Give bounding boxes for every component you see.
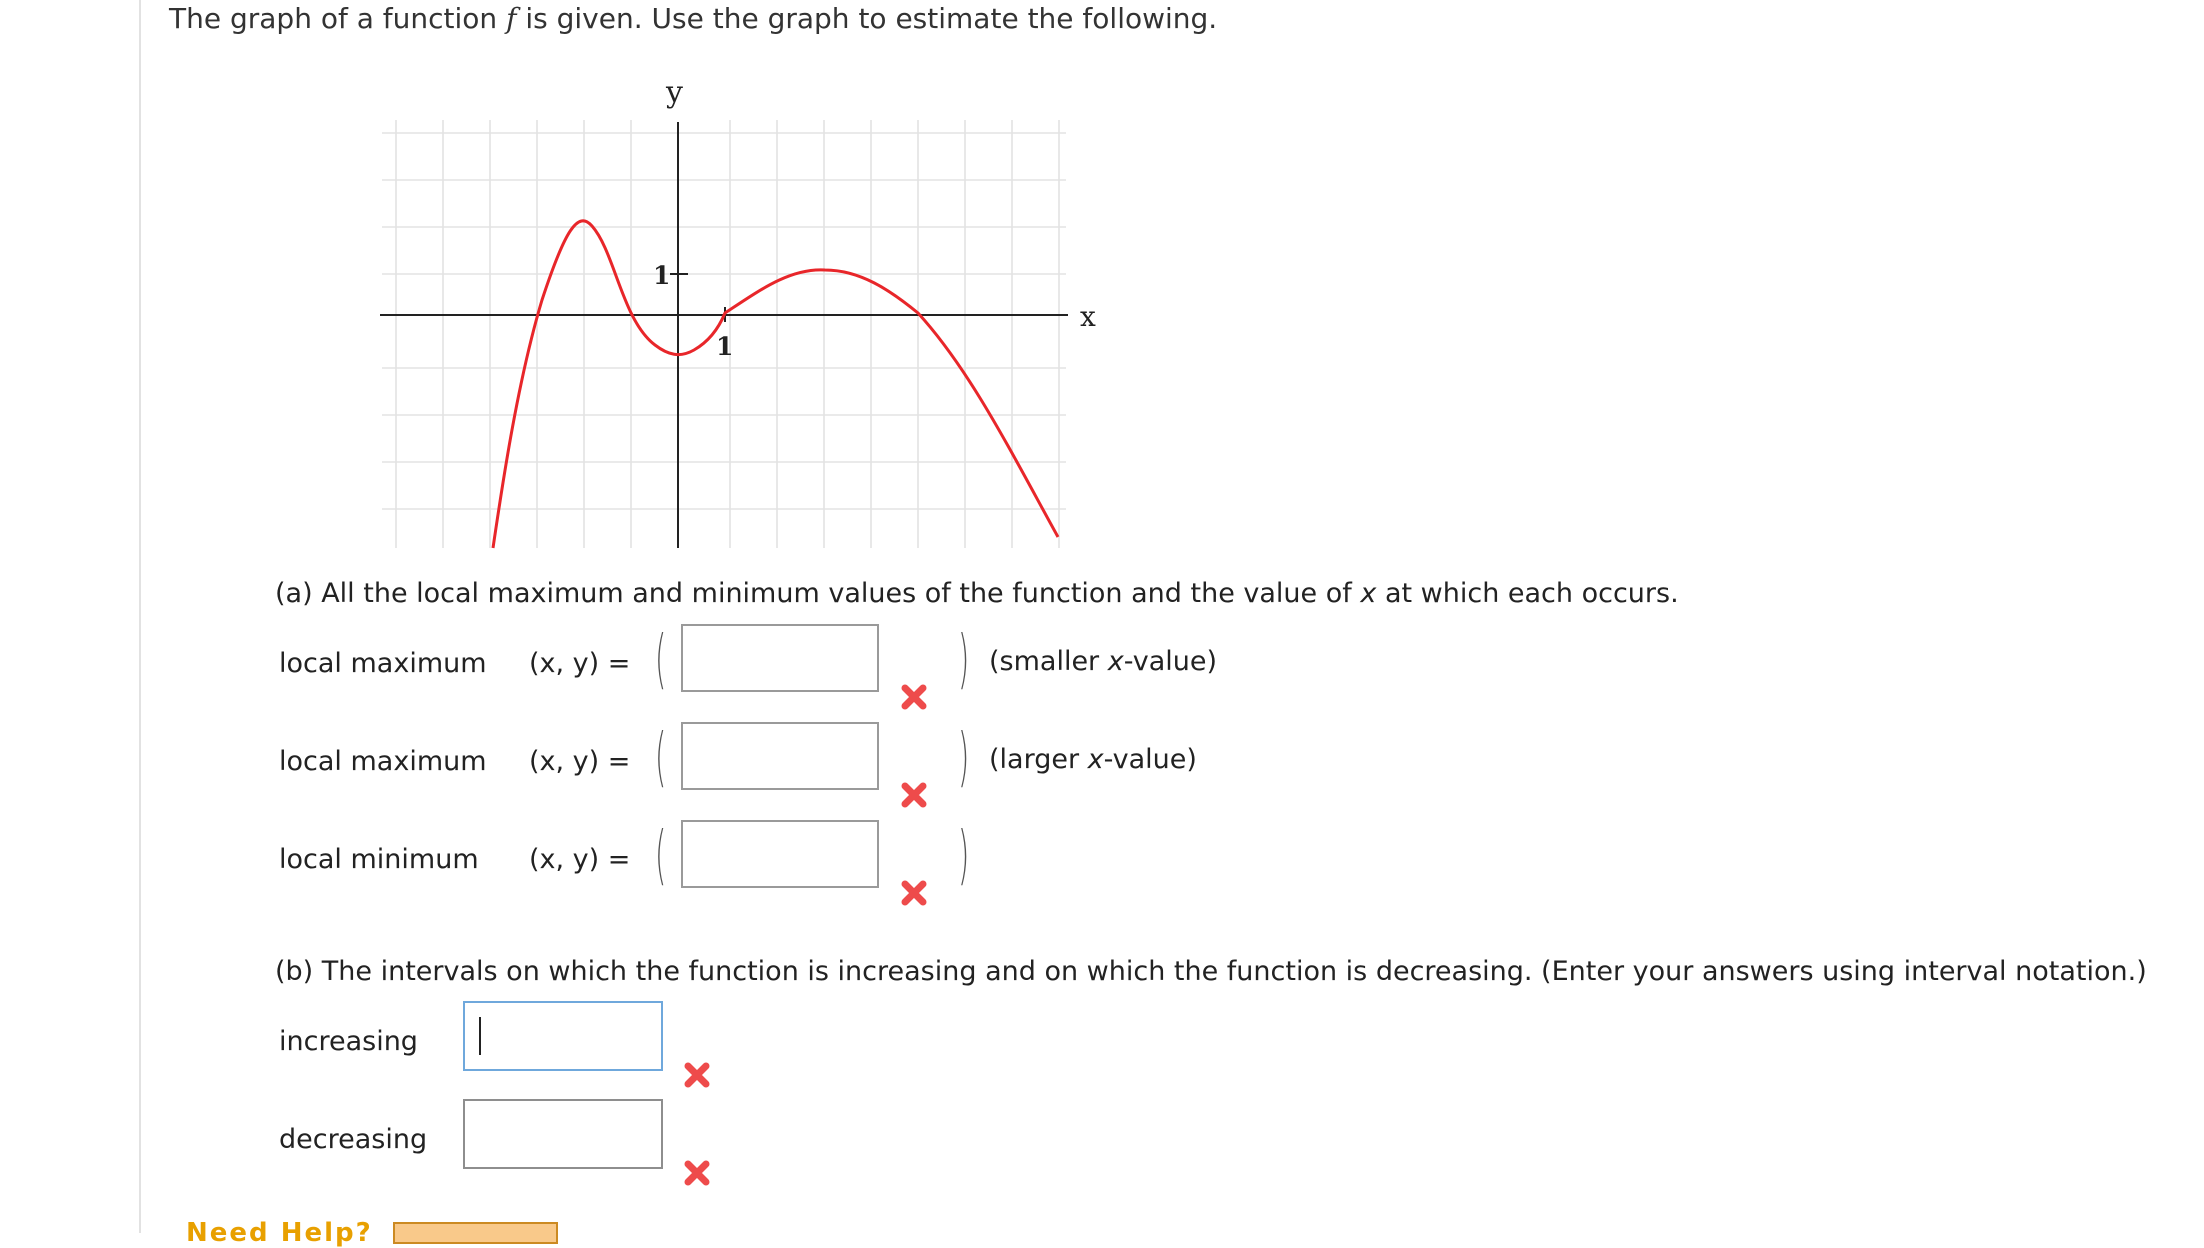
part-a-suffix: at which each occurs. — [1384, 578, 1679, 609]
incorrect-icon — [682, 1158, 712, 1188]
increasing-label: increasing — [279, 1026, 418, 1057]
function-graph — [370, 70, 1110, 560]
open-paren: ( — [655, 623, 667, 697]
text-cursor — [479, 1017, 481, 1055]
note-var: x — [1087, 744, 1104, 775]
note-var: x — [1107, 646, 1124, 677]
part-a-prefix: (a) All the local maximum and minimum values of the function and the value of — [275, 578, 1352, 609]
incorrect-icon — [682, 1060, 712, 1090]
local-max-1-note — [989, 646, 1217, 677]
local-max-1-xy: (x, y) = — [529, 648, 631, 679]
local-max-2-note — [989, 744, 1197, 775]
x-axis-label: x — [1080, 300, 1096, 333]
part-a-question — [275, 578, 1679, 609]
decreasing-label: decreasing — [279, 1124, 428, 1155]
part-a-var: x — [1360, 578, 1377, 609]
problem-prompt — [169, 2, 1217, 35]
decreasing-input[interactable] — [463, 1099, 663, 1169]
function-curve — [493, 221, 1058, 548]
note-prefix: (smaller — [989, 646, 1100, 677]
close-paren: ) — [958, 819, 970, 893]
local-max-2-label: local maximum — [279, 746, 487, 777]
need-help-label: Need Help? — [186, 1218, 373, 1248]
y-axis-label: y — [666, 75, 683, 110]
close-paren: ) — [958, 623, 970, 697]
local-max-1-input[interactable] — [681, 624, 879, 692]
open-paren: ( — [655, 819, 667, 893]
local-min-xy: (x, y) = — [529, 844, 631, 875]
local-max-1-label: local maximum — [279, 648, 487, 679]
open-paren: ( — [655, 721, 667, 795]
note-suffix: -value) — [1123, 646, 1218, 677]
prompt-prefix: The graph of a function — [169, 2, 498, 35]
local-max-2-input[interactable] — [681, 722, 879, 790]
local-min-label: local minimum — [279, 844, 479, 875]
left-divider — [139, 0, 141, 1233]
prompt-suffix: is given. Use the graph to estimate the following. — [525, 2, 1218, 35]
x-tick-label: 1 — [716, 332, 734, 361]
incorrect-icon — [899, 780, 929, 810]
note-suffix: -value) — [1103, 744, 1197, 775]
note-prefix: (larger — [989, 744, 1080, 775]
prompt-function-name: f — [506, 2, 517, 35]
local-min-input[interactable] — [681, 820, 879, 888]
local-max-2-xy: (x, y) = — [529, 746, 631, 777]
increasing-input[interactable] — [463, 1001, 663, 1071]
incorrect-icon — [899, 682, 929, 712]
help-button[interactable] — [393, 1222, 558, 1244]
close-paren: ) — [958, 721, 970, 795]
y-tick-label: 1 — [653, 261, 671, 290]
part-b-question: (b) The intervals on which the function is increasing and on which the function is decreasing. (Enter your answers using interval notation.) — [275, 956, 2147, 987]
incorrect-icon — [899, 878, 929, 908]
